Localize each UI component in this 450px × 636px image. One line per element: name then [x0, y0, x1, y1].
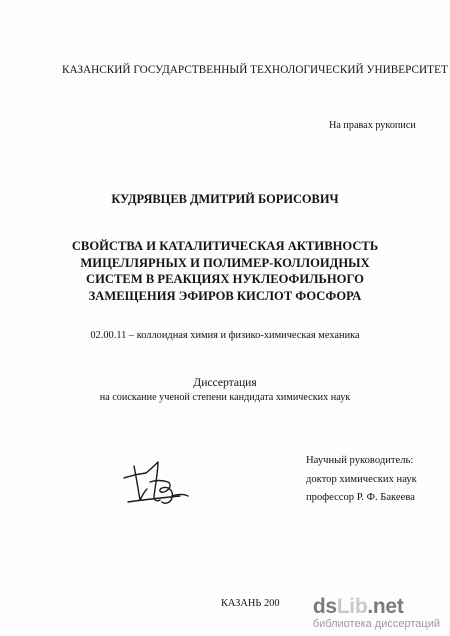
author-name: КУДРЯВЦЕВ ДМИТРИЙ БОРИСОВИЧ: [111, 192, 339, 206]
title-line: ЗАМЕЩЕНИЯ ЭФИРОВ КИСЛОТ ФОСФОРА: [88, 288, 362, 303]
dissertation-title: [0, 238, 450, 304]
specialty-code: 02.00.11 – коллоидная химия и физико-химическая механика: [90, 330, 360, 341]
supervisor-block: [306, 452, 417, 508]
dslib-watermark: [313, 596, 440, 630]
university-name: КАЗАНСКИЙ ГОСУДАРСТВЕННЫЙ ТЕХНОЛОГИЧЕСКИЙ УНИВЕРСИТЕТ: [62, 64, 448, 76]
degree-line: на соискание ученой степени кандидата химических наук: [99, 392, 351, 403]
supervisor-name: профессор Р. Ф. Бакеева: [306, 492, 415, 503]
work-type: Диссертация: [193, 376, 257, 389]
handwritten-signature: [120, 456, 216, 508]
dslib-logo: dsLib.net: [312, 595, 404, 618]
title-line: СИСТЕМ В РЕАКЦИЯХ НУКЛЕОФИЛЬНОГО: [86, 272, 364, 286]
rights-note: На правах рукописи: [329, 120, 416, 131]
city-year: КАЗАНЬ 200: [221, 598, 280, 609]
watermark-subtitle: библиотека диссертаций: [312, 618, 440, 630]
supervisor-label: Научный руководитель:: [306, 455, 414, 466]
supervisor-degree: доктор химических наук: [306, 473, 417, 485]
title-line: МИЦЕЛЛЯРНЫХ И ПОЛИМЕР-КОЛЛОИДНЫХ: [80, 255, 370, 270]
title-line: СВОЙСТВА И КАТАЛИТИЧЕСКАЯ АКТИВНОСТЬ: [71, 239, 379, 253]
